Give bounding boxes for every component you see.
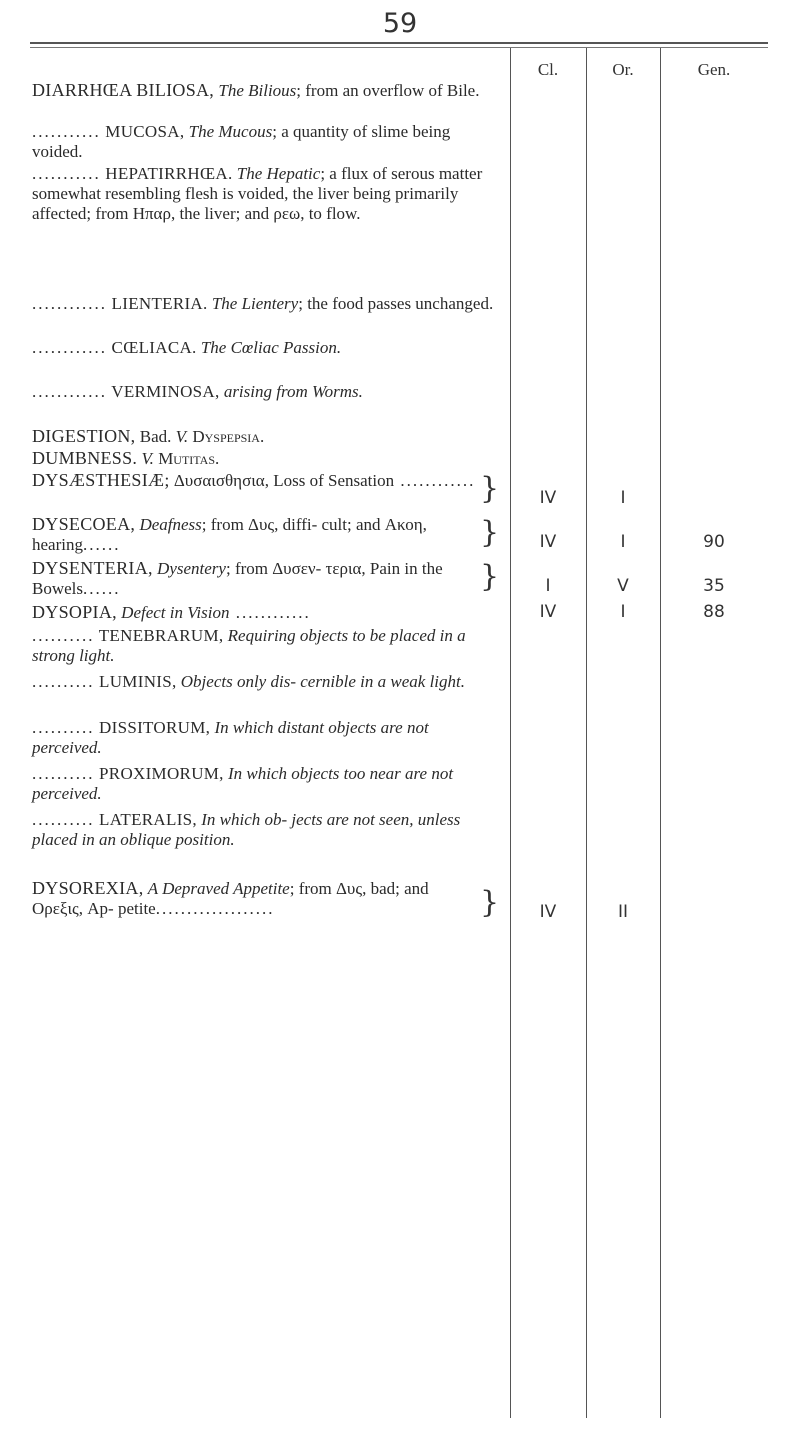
entry-name: HEPATIRRHŒA. bbox=[100, 164, 233, 183]
cell-gen: 88 bbox=[703, 602, 725, 622]
leader-dots: ...... bbox=[82, 535, 121, 554]
entry-italic: A Depraved Appetite bbox=[147, 879, 290, 898]
leader-dots: .......... bbox=[32, 626, 95, 645]
entry-head: DYSÆSTHESIÆ; bbox=[32, 470, 170, 490]
brace: } bbox=[480, 559, 500, 594]
entry-italic: The Bilious bbox=[218, 81, 297, 100]
entry-italic: The Mucous bbox=[188, 122, 273, 141]
entry-head: DIGESTION, bbox=[32, 426, 136, 446]
entry-dysenteria bbox=[32, 558, 482, 599]
cell-cl: IV bbox=[539, 488, 557, 508]
entry-v: V. bbox=[141, 449, 154, 468]
classification-table bbox=[30, 48, 768, 1418]
entry-text: ; from Δυς, diffi- cult; and Ακοη, hearing bbox=[32, 515, 427, 554]
cell-or: I bbox=[620, 488, 626, 508]
entry-lienteria bbox=[32, 294, 500, 314]
entry-luminis bbox=[32, 672, 500, 692]
entry-head: DYSECOEA, bbox=[32, 514, 136, 534]
entry-dysopia bbox=[32, 602, 500, 623]
entry-name: PROXIMORUM, bbox=[94, 764, 224, 783]
entry-text: ; from an overflow of Bile. bbox=[296, 81, 480, 100]
brace: } bbox=[480, 515, 500, 550]
entry-dumbness bbox=[32, 448, 500, 469]
cell-or: I bbox=[620, 532, 626, 552]
page-number: 59 bbox=[382, 8, 418, 39]
entry-italic: The Hepatic bbox=[236, 164, 321, 183]
entry-text: ; from Δυς, bad; and Ορεξις, Ap- petite bbox=[32, 879, 429, 918]
leader-dots: ...... bbox=[83, 579, 121, 598]
entry-text: ; from Δυσεν- τερια, Pain in the Bowels bbox=[32, 559, 443, 598]
cell-cl: IV bbox=[539, 532, 557, 552]
column-divider-cl bbox=[510, 48, 511, 1418]
entry-dissitorum bbox=[32, 718, 500, 758]
entry-v: V. bbox=[175, 427, 189, 446]
entry-dysecoea bbox=[32, 514, 482, 555]
entry-name: LIENTERIA. bbox=[107, 294, 208, 313]
column-header-gen: Gen. bbox=[697, 60, 731, 79]
entry-head: DIARRHŒA BILIOSA, bbox=[32, 80, 215, 100]
leader-dots: .......... bbox=[32, 718, 95, 737]
entry-name: DISSITORUM, bbox=[94, 718, 211, 737]
brace: } bbox=[480, 885, 500, 920]
entry-name: CŒLIACA. bbox=[107, 338, 197, 357]
entry-name: LATERALIS, bbox=[94, 810, 197, 829]
entry-text: ; the food passes unchanged. bbox=[298, 294, 494, 313]
entry-italic: In which objects too near are not perceived. bbox=[32, 764, 454, 803]
entry-dysaesthesiae bbox=[32, 470, 482, 491]
leader-dots: .......... bbox=[32, 672, 95, 691]
cell-or: I bbox=[620, 602, 626, 622]
leader-dots: .......... bbox=[32, 810, 95, 829]
leader-dots: ............ bbox=[32, 294, 107, 313]
entry-text: ; a quantity of slime being voided. bbox=[32, 122, 451, 161]
leader-dots: .......... bbox=[32, 764, 95, 783]
cell-cl: I bbox=[545, 576, 551, 596]
entry-dysorexia bbox=[32, 878, 482, 919]
entry-proximorum bbox=[32, 764, 500, 804]
entry-italic: Dysentery bbox=[157, 559, 226, 578]
entry-head: DYSOPIA, bbox=[32, 602, 117, 622]
entry-text: Bad. bbox=[135, 427, 172, 446]
cell-or: II bbox=[617, 902, 629, 922]
entry-italic: Deafness bbox=[139, 515, 202, 534]
entry-italic: In which ob- jects are not seen, unless placed in an oblique position. bbox=[32, 810, 461, 849]
cell-cl: IV bbox=[539, 902, 557, 922]
leader-dots: ............ bbox=[229, 603, 311, 622]
leader-dots: ........... bbox=[32, 122, 101, 141]
entry-digestion bbox=[32, 426, 500, 447]
cell-or: V bbox=[617, 576, 629, 596]
entry-text: Δυσαισθησια, Loss of Sensation bbox=[169, 471, 395, 490]
entry-italic: The Lientery bbox=[211, 294, 299, 313]
leader-dots: ................... bbox=[155, 899, 275, 918]
cell-gen: 90 bbox=[703, 532, 725, 552]
column-header-or: Or. bbox=[612, 60, 634, 79]
entry-italic: In which distant objects are not perceived. bbox=[32, 718, 429, 757]
leader-dots: ............ bbox=[32, 382, 107, 401]
entry-coeliaca bbox=[32, 338, 500, 358]
column-divider-gen bbox=[660, 48, 661, 1418]
leader-dots: ............ bbox=[32, 338, 107, 357]
entry-name: MUCOSA, bbox=[100, 122, 185, 141]
column-header-cl: Cl. bbox=[537, 60, 559, 79]
entry-verminosa bbox=[32, 382, 500, 402]
entry-head: DUMBNESS. bbox=[32, 448, 138, 468]
entry-italic: Defect in Vision bbox=[121, 603, 230, 622]
brace: } bbox=[480, 471, 500, 506]
entry-text: ; a flux of serous matter somewhat resembling flesh is voided, the liver being primarily affected; from Ηπαρ, the liver; and ρεω, to flow. bbox=[32, 164, 483, 223]
entry-mucosa bbox=[32, 122, 500, 162]
entry-italic: Requiring objects to be placed in a strong light. bbox=[32, 626, 466, 665]
leader-dots: ........... bbox=[32, 164, 101, 183]
entry-head: DYSOREXIA, bbox=[32, 878, 144, 898]
entry-lateralis bbox=[32, 810, 500, 850]
entry-italic: arising from Worms. bbox=[223, 382, 363, 401]
entry-diarrhoea-biliosa bbox=[32, 80, 500, 101]
entry-see: Dyspepsia. bbox=[192, 427, 265, 446]
entry-name: TENEBRARUM, bbox=[94, 626, 224, 645]
entry-italic: The Cœliac Passion. bbox=[200, 338, 342, 357]
leader-dots: ............ bbox=[394, 471, 476, 490]
entry-name: LUMINIS, bbox=[94, 672, 177, 691]
entry-name: VERMINOSA, bbox=[107, 382, 220, 401]
column-divider-or bbox=[586, 48, 587, 1418]
entry-hepatirrhoea bbox=[32, 164, 500, 224]
entry-tenebrarum bbox=[32, 626, 500, 666]
entry-italic: Objects only dis- cernible in a weak light. bbox=[180, 672, 465, 691]
entry-head: DYSENTERIA, bbox=[32, 558, 153, 578]
cell-cl: IV bbox=[539, 602, 557, 622]
entry-see: Mutitas. bbox=[158, 449, 220, 468]
cell-gen: 35 bbox=[703, 576, 725, 596]
